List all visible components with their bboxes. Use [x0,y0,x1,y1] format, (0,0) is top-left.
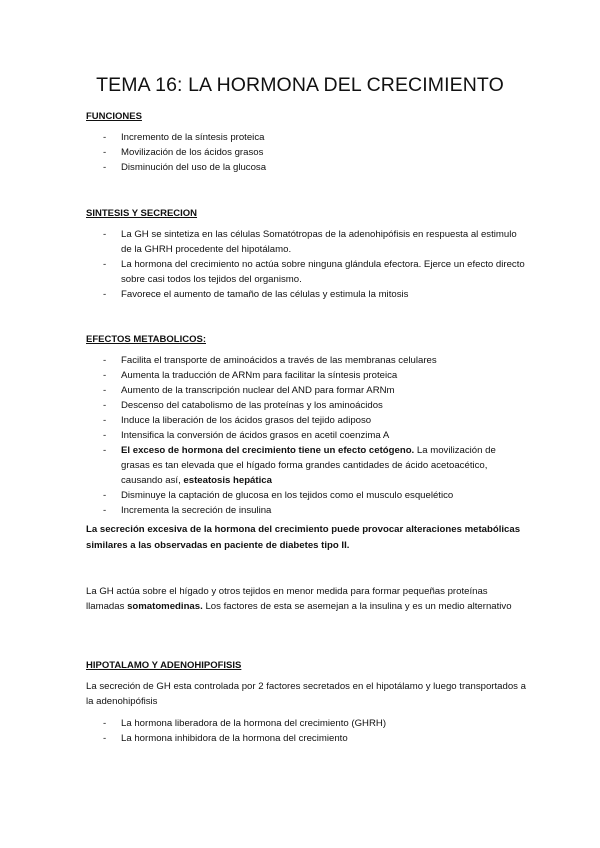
section-heading-sintesis: SINTESIS Y SECRECION [86,208,198,219]
section-heading-funciones: FUNCIONES [86,111,142,122]
cetogeno-text: La movilización de grasas es tan elevada que el hígado forma grandes cantidades de ácido acetoacético, causando así, [121,445,496,486]
somatomedinas-bold: somatomedinas. [127,601,203,612]
hipotalamo-list [86,716,526,746]
list-item-cetogeno [86,443,526,488]
page-title: TEMA 16: LA HORMONA DEL CRECIMIENTO [96,74,504,96]
list-item: - Favorece el aumento de tamaño de las células y estimula la mitosis [86,287,526,302]
bold-paragraph: La secreción excesiva de la hormona del crecimiento puede provocar alteraciones metabólicas similares a las observadas en paciente de diabetes tipo II. [86,524,521,551]
esteatosis-bold: esteatosis hepática [183,475,272,486]
list-item: - Disminución del uso de la glucosa [86,160,526,175]
somato-text-1: La GH actúa sobre el hígado y otros tejidos en menor medida para formar pequeñas proteínas llamadas [86,586,488,612]
somatomedinas-paragraph [86,584,526,614]
hipotalamo-paragraph: La secreción de GH esta controlada por 2 factores secretados en el hipotálamo y luego transportados a la adenohipófisis [86,681,526,707]
sintesis-list [86,227,526,302]
list-item: - Movilización de los ácidos grasos [86,145,526,160]
list-item: - Aumento de la transcripción nuclear del AND para formar ARNm [86,383,526,398]
efectos-list [86,353,526,518]
list-item: - Descenso del catabolismo de las proteínas y los aminoácidos [86,398,526,413]
list-item: - Induce la liberación de los ácidos grasos del tejido adiposo [86,413,526,428]
funciones-list [86,130,526,175]
list-item: - La GH se sintetiza en las células Somatótropas de la adenohipófisis en respuesta al estimulo de la GHRH procedente del hipotálamo. [86,227,526,257]
list-item: - La hormona del crecimiento no actúa sobre ninguna glándula efectora. Ejerce un efecto directo sobre casi todos los tejidos del organismo. [86,257,526,287]
list-item: - Aumenta la traducción de ARNm para facilitar la síntesis proteica [86,368,526,383]
list-item: - Incremento de la síntesis proteica [86,130,526,145]
list-item: - Incrementa la secreción de insulina [86,503,526,518]
list-item: - La hormona liberadora de la hormona del crecimiento (GHRH) [86,716,526,731]
list-item: - Intensifica la conversión de ácidos grasos en acetil coenzima A [86,428,526,443]
list-item: - La hormona inhibidora de la hormona del crecimiento [86,731,526,746]
list-item: - Facilita el transporte de aminoácidos a través de las membranas celulares [86,353,526,368]
cetogeno-bold: El exceso de hormona del crecimiento tiene un efecto cetógeno. [121,445,415,456]
section-heading-hipotalamo: HIPOTALAMO Y ADENOHIPOFISIS [86,660,242,671]
section-heading-efectos: EFECTOS METABOLICOS: [86,334,206,345]
somato-text-2: Los factores de esta se asemejan a la insulina y es un medio alternativo [202,601,512,612]
list-item: - Disminuye la captación de glucosa en los tejidos como el musculo esquelético [86,488,526,503]
